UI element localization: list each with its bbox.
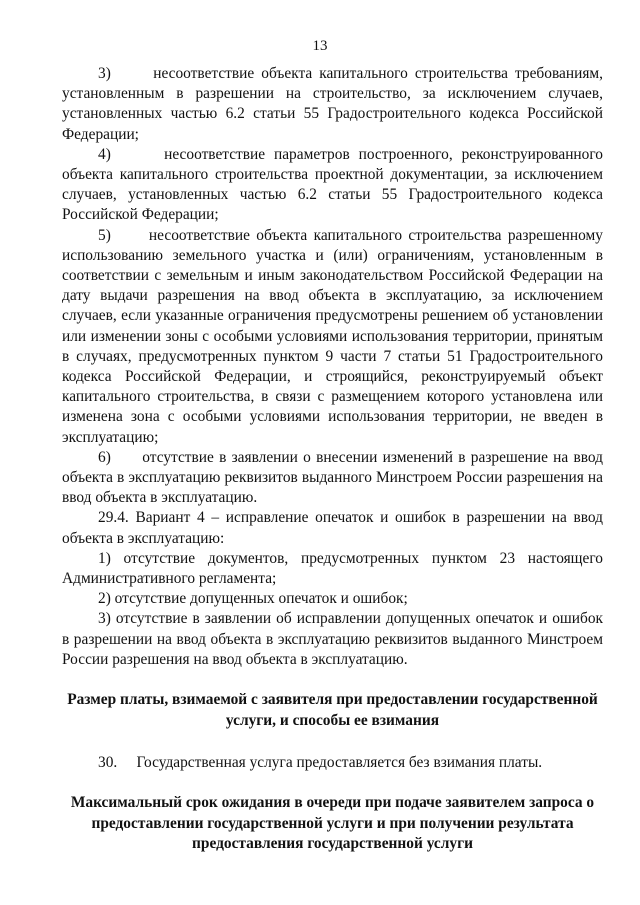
section-heading-fee: Размер платы, взимаемой с заявителя при предоставлении государственной услуги, и способы ее взимания — [67, 691, 598, 729]
paragraph-item-4: 4) несоответствие параметров построенного, реконструированного объекта капитального строительства проектной документации, за исключением случаев, установленных частью 6.2 статьи 55 Градостроительного кодекса Российской Федерации; — [62, 145, 603, 224]
section-heading-queue: Максимальный срок ожидания в очереди при подаче заявителем запроса о предоставлении государственной услуги и при получении результата предоставления государственной услуги — [70, 793, 595, 853]
document-body — [62, 64, 603, 855]
paragraph-29-4-item-2: 2) отсутствие допущенных опечаток и ошибок; — [98, 590, 408, 608]
paragraph-item-30: 30. Государственная услуга предоставляется без взимания платы. — [98, 753, 543, 771]
paragraph-29-4-item-1: 1) отсутствие документов, предусмотренных пунктом 23 настоящего Административного регламента; — [62, 549, 603, 588]
paragraph-item-3: 3) несоответствие объекта капитального строительства требованиям, установленным в разрешении на строительство, за исключением случаев, установленных частью 6.2 статьи 55 Градостроительного кодекса Российской Федерации; — [62, 65, 603, 143]
paragraph-29-4: 29.4. Вариант 4 – исправление опечаток и ошибок в разрешении на ввод объекта в эксплуатацию: — [62, 509, 603, 547]
paragraph-item-5: 5) несоответствие объекта капитального строительства разрешенному использованию земельного участка и (или) ограничениям, установленным в соответствии с земельным и иным законодательством Российской Федерации на дату выдачи разрешения на ввод объекта в эксплуатацию, за исключением случаев, если указанные ограничения предусмотрены решением об установлении или изменении зоны с особыми условиями использования территории, принятым в случаях, предусмотренных пунктом 9 части 7 статьи 51 Градостроительного кодекса Российской Федерации, и строящийся, реконструируемый объект капитального строительства, в связи с размещением которого установлена или изменена зона с особыми условиями использования территории, не введен в эксплуатацию; — [62, 226, 603, 446]
paragraph-item-6: 6) отсутствие в заявлении о внесении изменений в разрешение на ввод объекта в эксплуатацию реквизитов выданного Минстроем России разрешения на ввод объекта в эксплуатацию. — [62, 448, 603, 507]
paragraph-29-4-item-3: 3) отсутствие в заявлении об исправлении допущенных опечаток и ошибок в разрешении на ввод объекта в эксплуатацию реквизитов выданного Минстроем России разрешения на ввод объекта в эксплуатацию. — [62, 610, 603, 668]
page-number: 13 — [312, 38, 328, 54]
